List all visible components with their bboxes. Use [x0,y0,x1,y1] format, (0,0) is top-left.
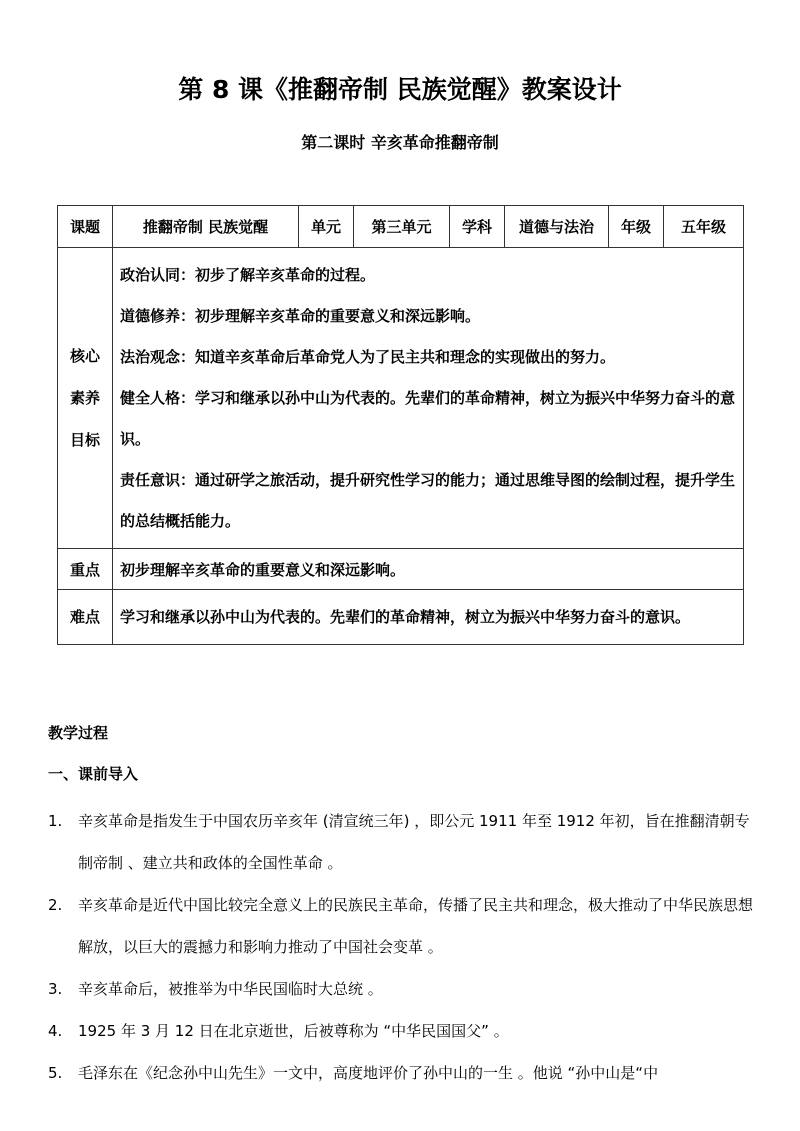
import-steps-list [48,800,758,1094]
topic-value: 推翻帝制 民族觉醒 [113,206,299,248]
core-goals-row [58,248,744,549]
grade-label: 年级 [609,206,664,248]
table-header-row [58,206,744,248]
list-number: 1. [48,812,63,830]
difficult-point-row [58,590,744,645]
page-subtitle: 第二课时 辛亥革命推翻帝制 [301,133,499,152]
list-text: 1925 年 3 月 12 日在北京逝世，后被尊称为 “中华民国国父” 。 [78,1022,509,1040]
key-point-value: 初步理解辛亥革命的重要意义和深远影响。 [113,549,744,590]
core-goals-label [58,248,113,549]
key-point-label: 重点 [58,549,113,590]
subject-value: 道德与法治 [505,206,609,248]
core-goal-item: 道德修养：初步理解辛亥革命的重要意义和深远影响。 [120,307,481,325]
core-goals-content [113,248,744,549]
list-text: 辛亥革命后，被推举为中华民国临时大总统 。 [78,980,383,998]
difficult-point-value: 学习和继承以孙中山为代表的。先辈们的革命精神，树立为振兴中华努力奋斗的意识。 [113,590,744,645]
core-goal-item: 政治认同：初步了解辛亥革命的过程。 [120,266,376,284]
list-number: 4. [48,1022,63,1040]
list-item [48,884,758,968]
list-text: 辛亥革命是指发生于中国农历辛亥年 (清宣统三年) ，即公元 1911 年至 1912 年初，旨在推翻清朝专制帝制 、建立共和政体的全国性革命 。 [78,812,750,872]
list-item [48,1010,758,1052]
section-heading-import: 一、课前导入 [48,765,139,783]
unit-value: 第三单元 [354,206,450,248]
grade-value: 五年级 [664,206,744,248]
topic-label: 课题 [58,206,113,248]
list-number: 5. [48,1064,63,1082]
core-goal-item: 责任意识：通过研学之旅活动，提升研究性学习的能力；通过思维导图的绘制过程，提升学生的总结概括能力。 [120,471,736,530]
core-label-line: 目标 [69,431,100,449]
process-heading: 教学过程 [48,724,109,742]
list-item [48,1052,758,1094]
subject-label: 学科 [450,206,505,248]
list-text: 辛亥革命是近代中国比较完全意义上的民族民主革命，传播了民主共和理念，极大推动了中华民族思想解放，以巨大的震撼力和影响力推动了中国社会变革 。 [78,896,754,956]
core-goal-item: 法治观念：知道辛亥革命后革命党人为了民主共和理念的实现做出的努力。 [120,348,616,366]
list-number: 2. [48,896,63,914]
list-item [48,800,758,884]
core-goal-item: 健全人格：学习和继承以孙中山为代表的。先辈们的革命精神，树立为振兴中华努力奋斗的意识。 [120,389,736,448]
list-number: 3. [48,980,63,998]
core-label-line: 素养 [69,389,100,407]
key-point-row [58,549,744,590]
core-label-line: 核心 [69,347,100,365]
list-text: 毛泽东在《纪念孙中山先生》一文中，高度地评价了孙中山的一生 。他说 “孙中山是“中 [78,1064,659,1082]
difficult-point-label: 难点 [58,590,113,645]
page-title: 第 8 课《推翻帝制 民族觉醒》教案设计 [178,75,622,104]
list-item [48,968,758,1010]
unit-label: 单元 [299,206,354,248]
lesson-plan-table [57,205,744,645]
